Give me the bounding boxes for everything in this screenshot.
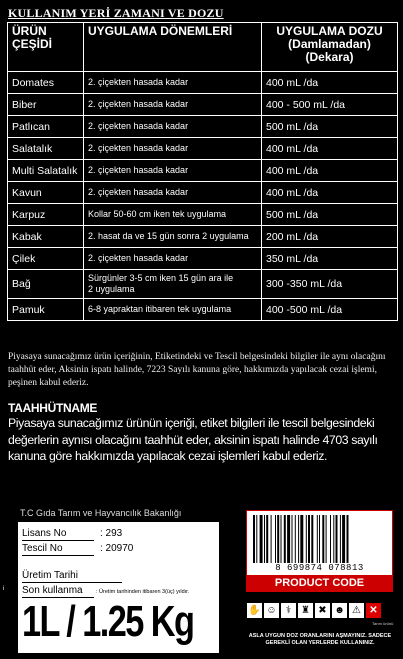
dose-cell: 350 mL /da	[262, 248, 398, 270]
table-row	[8, 204, 398, 226]
expiry-value: : Üretim tarihinden itibaren 3(üç) yıldır.	[96, 589, 190, 595]
barcode-bar	[281, 515, 282, 563]
expiry-row	[22, 585, 189, 597]
gloves-icon: ✋	[248, 605, 261, 616]
crop-cell: Pamuk	[8, 299, 84, 321]
license-label: Lisans No	[22, 528, 94, 541]
no-eat-icon: ✖	[315, 603, 330, 618]
barcode-bar	[317, 515, 318, 563]
barcode-bar	[271, 515, 272, 563]
stage-cell: 2. çiçekten hasada kadar	[84, 116, 262, 138]
production-row	[22, 570, 128, 582]
barcode-bar	[306, 515, 307, 563]
license-row	[22, 528, 122, 540]
crop-cell: Çilek	[8, 248, 84, 270]
dose-cell: 400 - 500 mL /da	[262, 94, 398, 116]
barcode-bar	[342, 515, 345, 563]
registration-card	[18, 522, 219, 653]
barcode-bar	[298, 515, 299, 563]
barcode-number: 8 699874 078813	[275, 563, 364, 573]
barcode-bar	[275, 515, 276, 563]
crop-cell: Salatalık	[8, 138, 84, 160]
safety-icons	[247, 603, 381, 618]
barcode-bar	[260, 515, 263, 563]
dose-cell: 200 mL /da	[262, 226, 398, 248]
table-row	[8, 248, 398, 270]
stage-cell: 2. hasat da ve 15 gün sonra 2 uygulama	[84, 226, 262, 248]
barcode-bar	[333, 515, 334, 563]
stage-cell: 6-8 yapraktan itibaren tek uygulama	[84, 299, 262, 321]
volume-text: 1L / 1.25 Kg	[22, 597, 194, 646]
section-title: KULLANIM YERİ ZAMANI VE DOZU	[8, 6, 224, 20]
pledge-heading: TAAHHÜTNAME	[8, 401, 98, 415]
no-children-icon: ☻	[332, 603, 347, 618]
dose-cell: 500 mL /da	[262, 116, 398, 138]
ministry-label: T.C Gıda Tarım ve Hayvancılık Bakanlığı	[20, 508, 182, 518]
keep-away-icon: ⚠	[349, 603, 364, 618]
pledge-text: Piyasaya sunacağımız ürünün içeriği, etiket bilgileri ile tescil belgesindeki değerlerin aynısı olacağını taahhüt eder, aksinin ispatı halinde 4703 sayılı kanuna göre hakkımızda yapılacak cezai işlemleri kabul ederiz.	[8, 416, 378, 463]
barcode-bar	[326, 515, 327, 563]
crop-cell: Kavun	[8, 182, 84, 204]
barcode-bar	[264, 515, 265, 563]
barcode-bar	[308, 515, 310, 563]
barcode-bar	[277, 515, 279, 563]
table-row	[8, 72, 398, 94]
expiry-label: Son kullanma	[22, 585, 94, 598]
header-dose-title: UYGULAMA DOZU	[276, 24, 383, 38]
crop-cell: Domates	[8, 72, 84, 94]
registration-label: Tescil No	[22, 543, 94, 556]
crop-cell: Multi Salatalık	[8, 160, 84, 182]
barcode-bar	[253, 515, 255, 563]
stage-cell: Kollar 50-60 cm iken tek uygulama	[84, 204, 262, 226]
usage-table	[7, 22, 398, 321]
barcode-bar	[340, 515, 341, 563]
barcode-bar	[266, 515, 268, 563]
stage-cell: 2. çiçekten hasada kadar	[84, 160, 262, 182]
dose-cell: 400 mL /da	[262, 160, 398, 182]
crop-cell: Bağ	[8, 270, 84, 299]
mask-icon: ☺	[264, 603, 279, 618]
table-row	[8, 94, 398, 116]
tiny-note: Tarım ürünü	[372, 621, 394, 626]
header-stage: UYGULAMA DÖNEMLERİ	[84, 23, 262, 72]
barcode-bar	[284, 515, 286, 563]
stage-cell: 2. çiçekten hasada kadar	[84, 248, 262, 270]
barcode-bar	[347, 515, 349, 563]
wash-icon: ⚕	[281, 603, 296, 618]
legal-note: Piyasaya sunacağımız ürün içeriğinin, Etiketindeki ve Tescil belgesindeki bilgiler ile aynı olacağını taahhüt eder, Aksinin ispatı halinde, 7223 Sayılı kanuna göre, hakkımızda yapılacak cezai işlemi, peşinen kabul ederiz.	[8, 352, 386, 388]
table-row	[8, 116, 398, 138]
product-code-label: PRODUCT CODE	[247, 575, 392, 591]
dose-cell: 400 -500 mL /da	[262, 299, 398, 321]
stage-cell: 2. çiçekten hasada kadar	[84, 72, 262, 94]
dose-cell: 300 -350 mL /da	[262, 270, 398, 299]
table-row	[8, 270, 398, 299]
warning-text: ASLA UYGUN DOZ ORANLARINI AŞMAYINIZ. SADECE GEREKLİ OLAN YERLERDE KULLANINIZ.	[248, 633, 392, 646]
registration-value: : 20970	[100, 543, 134, 554]
stage-cell: 2. çiçekten hasada kadar	[84, 182, 262, 204]
stage-cell: Sürgünler 3-5 cm iken 15 gün ara ile 2 uygulama	[84, 270, 262, 299]
crop-cell: Biber	[8, 94, 84, 116]
crop-cell: Patlıcan	[8, 116, 84, 138]
license-value: : 293	[100, 528, 123, 539]
barcode-bar	[287, 515, 290, 563]
dose-cell: 500 mL /da	[262, 204, 398, 226]
crop-cell: Karpuz	[8, 204, 84, 226]
table-row	[8, 160, 398, 182]
barcode-bar	[295, 515, 296, 563]
registration-row	[22, 543, 133, 555]
header-dose	[262, 23, 398, 72]
barcode-bar	[336, 515, 338, 563]
table-row	[8, 138, 398, 160]
production-label: Üretim Tarihi	[22, 570, 122, 583]
barcode-bar	[319, 515, 320, 563]
table-row	[8, 226, 398, 248]
side-mark: i	[3, 586, 5, 592]
barcode-bar	[322, 515, 324, 563]
barcode-bar	[292, 515, 293, 563]
dose-cell: 400 mL /da	[262, 138, 398, 160]
barcode-box	[246, 510, 393, 592]
barcode-bar	[311, 515, 313, 563]
boots-icon: ♜	[298, 603, 313, 618]
barcode-bars	[253, 515, 386, 563]
header-dose-sub2: (Dekara)	[305, 50, 354, 64]
header-dose-sub1: (Damlamadan)	[288, 37, 371, 51]
barcode-bar	[330, 515, 331, 563]
dose-cell: 400 mL /da	[262, 182, 398, 204]
barcode-bar	[256, 515, 257, 563]
stage-cell: 2. çiçekten hasada kadar	[84, 94, 262, 116]
stage-cell: 2. çiçekten hasada kadar	[84, 138, 262, 160]
crop-cell: Kabak	[8, 226, 84, 248]
no-mix-icon: ✕	[366, 603, 381, 618]
table-row	[8, 182, 398, 204]
header-crop: ÜRÜN ÇEŞİDİ	[8, 23, 84, 72]
table-row	[8, 299, 398, 321]
dose-cell: 400 mL /da	[262, 72, 398, 94]
barcode-bar	[300, 515, 303, 563]
